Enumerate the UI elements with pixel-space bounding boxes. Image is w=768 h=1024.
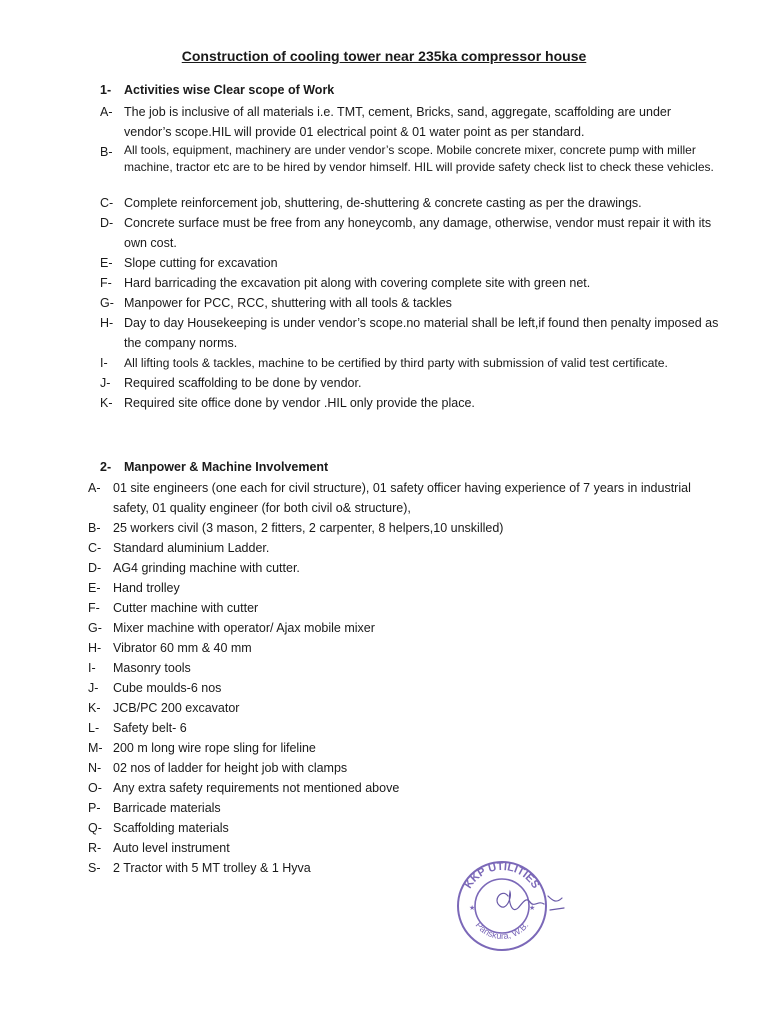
item-text: Barricade materials	[113, 801, 221, 815]
item-label: E-	[88, 581, 101, 595]
manpower-item-q	[88, 818, 718, 838]
item-label: B-	[88, 521, 101, 535]
scope-item-g	[100, 293, 720, 313]
manpower-item-i	[88, 658, 718, 678]
manpower-item-r	[88, 838, 718, 858]
item-label: S-	[88, 861, 101, 875]
manpower-item-f	[88, 598, 718, 618]
section-number: 1-	[100, 83, 112, 97]
manpower-item-m	[88, 738, 718, 758]
item-label: H-	[100, 316, 114, 330]
item-label: F-	[100, 276, 112, 290]
item-label: P-	[88, 801, 101, 815]
scope-item-k	[100, 393, 720, 413]
item-text: 02 nos of ladder for height job with clamps	[113, 761, 348, 775]
item-text: 200 m long wire rope sling for lifeline	[113, 741, 316, 755]
manpower-item-l	[88, 718, 718, 738]
item-label: L-	[88, 721, 100, 735]
manpower-item-n	[88, 758, 718, 778]
item-text: Vibrator 60 mm & 40 mm	[113, 641, 252, 655]
manpower-item-a	[88, 478, 718, 518]
item-label: H-	[88, 641, 102, 655]
item-label: A-	[88, 481, 101, 495]
scope-item-a	[100, 102, 720, 142]
stamp-place-text: Panskura, W.B.	[473, 920, 531, 942]
item-text: Hard barricading the excavation pit along with covering complete site with green net.	[124, 276, 591, 290]
item-label: I-	[100, 356, 108, 370]
manpower-item-p	[88, 798, 718, 818]
scope-item-c	[100, 193, 720, 213]
stamp-name-text: KKP UTILITIES	[462, 860, 542, 891]
scope-item-j	[100, 373, 720, 393]
item-text: 01 site engineers (one each for civil structure), 01 safety officer having experience of 7 years in industrial safety, 01 quality engineer (for both civil o& structure),	[113, 481, 691, 515]
item-label: O-	[88, 781, 102, 795]
item-label: Q-	[88, 821, 102, 835]
svg-text:KKP UTILITIES	[462, 861, 541, 891]
item-text: Concrete surface must be free from any honeycomb, any damage, otherwise, vendor must repair it with its own cost.	[124, 216, 712, 250]
item-label: R-	[88, 841, 102, 855]
item-text: Complete reinforcement job, shuttering, de-shuttering & concrete casting as per the drawings.	[124, 196, 642, 210]
item-label: K-	[88, 701, 101, 715]
svg-text:★: ★	[529, 905, 536, 912]
scope-item-d	[100, 213, 720, 253]
item-text: JCB/PC 200 excavator	[113, 701, 240, 715]
item-text: 2 Tractor with 5 MT trolley & 1 Hyva	[113, 861, 311, 875]
scope-item-e	[100, 253, 720, 273]
item-text: Slope cutting for excavation	[124, 256, 278, 270]
item-label: G-	[88, 621, 102, 635]
item-text: AG4 grinding machine with cutter.	[113, 561, 300, 575]
item-text: Masonry tools	[113, 661, 191, 675]
item-label: A-	[100, 105, 113, 119]
item-text: Cube moulds-6 nos	[113, 681, 222, 695]
item-text: Safety belt- 6	[113, 721, 187, 735]
item-label: M-	[88, 741, 103, 755]
item-label: D-	[88, 561, 102, 575]
item-text: Hand trolley	[113, 581, 180, 595]
item-text: Required scaffolding to be done by vendor.	[124, 376, 362, 390]
scope-item-h	[100, 313, 720, 353]
scope-item-i	[100, 353, 720, 373]
item-text: Day to day Housekeeping is under vendor’s scope.no material shall be left,if found then penalty imposed as the company norms.	[124, 316, 719, 350]
item-label: C-	[100, 196, 114, 210]
scope-item-b	[100, 142, 730, 176]
item-text: Manpower for PCC, RCC, shuttering with all tools & tackles	[124, 296, 452, 310]
item-label: J-	[88, 681, 99, 695]
manpower-item-k	[88, 698, 718, 718]
item-text: Required site office done by vendor .HIL only provide the place.	[124, 396, 475, 410]
item-label: G-	[100, 296, 114, 310]
manpower-item-b	[88, 518, 718, 538]
scope-item-f	[100, 273, 720, 293]
item-label: F-	[88, 601, 100, 615]
item-label: B-	[100, 145, 113, 159]
item-text: All lifting tools & tackles, machine to be certified by third party with submission of valid test certificate.	[124, 356, 668, 370]
item-text: Standard aluminium Ladder.	[113, 541, 270, 555]
item-label: K-	[100, 396, 113, 410]
item-label: J-	[100, 376, 111, 390]
item-label: C-	[88, 541, 102, 555]
section-number: 2-	[100, 460, 112, 474]
item-label: N-	[88, 761, 102, 775]
company-stamp	[452, 856, 570, 956]
section-title: Manpower & Machine Involvement	[124, 460, 329, 474]
svg-text:★: ★	[469, 905, 476, 912]
document-title: Construction of cooling tower near 235ka compressor house	[181, 48, 587, 64]
item-text: Cutter machine with cutter	[113, 601, 259, 615]
item-text: Any extra safety requirements not mentioned above	[113, 781, 400, 795]
item-text: All tools, equipment, machinery are under vendor’s scope. Mobile concrete mixer, concrete pump with miller machine, tractor etc are to be hired by vendor himself. HIL will provide safety check list to check these vehicles.	[124, 143, 714, 174]
manpower-item-e	[88, 578, 718, 598]
section-title: Activities wise Clear scope of Work	[124, 83, 335, 97]
manpower-item-o	[88, 778, 718, 798]
item-label: I-	[88, 661, 96, 675]
item-text: Scaffolding materials	[113, 821, 229, 835]
item-label: E-	[100, 256, 113, 270]
manpower-item-c	[88, 538, 718, 558]
item-text: Mixer machine with operator/ Ajax mobile mixer	[113, 621, 375, 635]
manpower-item-s	[88, 858, 718, 878]
item-text: The job is inclusive of all materials i.e. TMT, cement, Bricks, sand, aggregate, scaffolding are under vendor’s scope.HIL will provide 01 electrical point & 01 water point as per standard.	[124, 105, 672, 139]
manpower-item-h	[88, 638, 718, 658]
item-label: D-	[100, 216, 114, 230]
svg-text:Panskura, W.B.	[474, 920, 531, 941]
manpower-item-g	[88, 618, 718, 638]
item-text: Auto level instrument	[113, 841, 230, 855]
manpower-item-j	[88, 678, 718, 698]
item-text: 25 workers civil (3 mason, 2 fitters, 2 carpenter, 8 helpers,10 unskilled)	[113, 521, 504, 535]
manpower-item-d	[88, 558, 718, 578]
